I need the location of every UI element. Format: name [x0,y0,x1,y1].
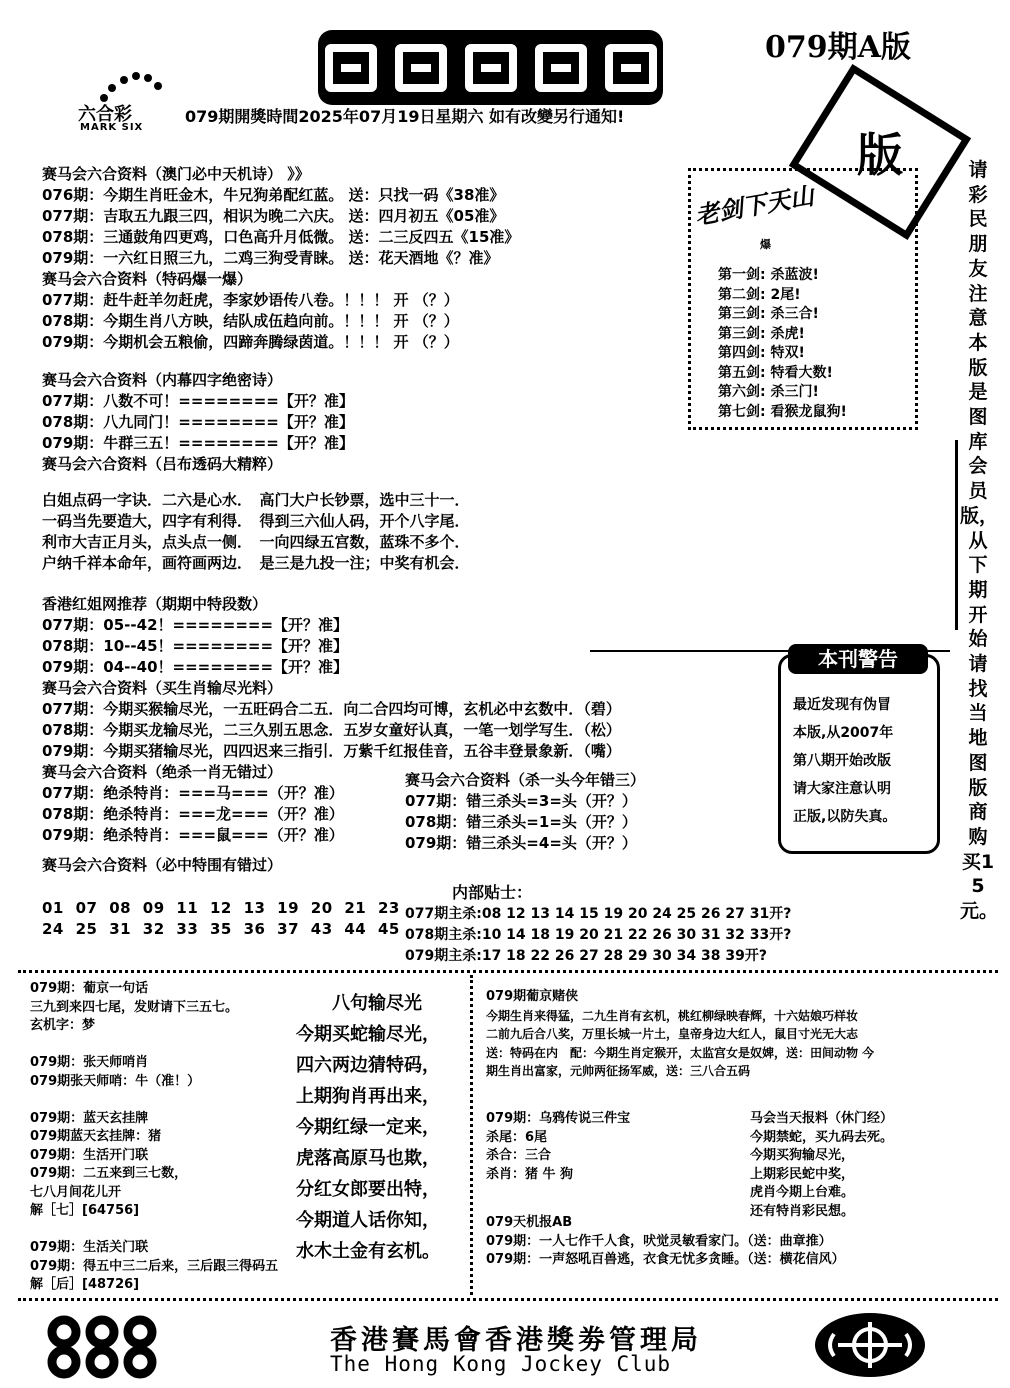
text-line: 079期：04--40！========【开？准】 [42,658,349,676]
poem-line: 八句输尽光 [332,993,422,1014]
section-inner-poem [42,370,354,475]
verse-line: 利市大吉正月头，点头点一侧． 一向四绿五宫数，蓝珠不多个． [42,533,470,551]
bottom-right-mid-left [486,1110,630,1184]
text-line: 079期：张天师哨肖 [30,1055,149,1070]
text-line: 079期葡京赌侠 [486,989,579,1004]
side-divider [955,440,958,630]
warning-line: 最近发现有伪冒 [793,697,891,713]
sword-item: 第四剑: 特双! [718,345,805,361]
tip-row: 078期主杀:10 14 18 19 20 21 22 26 30 31 32 33开? [405,927,792,943]
poem-line: 今期道人话你知， [296,1210,440,1231]
text-line [30,1091,278,1110]
bottom-right-top [486,988,874,1081]
text-line: 还有特肖彩民想。 [750,1203,855,1219]
inner-tips [405,904,791,967]
verse-line: 一码当先要造大，四字有利得． 得到三六仙人码，开个八字尾． [42,512,470,530]
logo-sub: MARK SIX [80,122,144,133]
footer-cn: 香港賽馬會香港獎劵管理局 [330,1325,702,1356]
text-line: 赛马会六合资料（特码爆一爆） [42,270,253,288]
jockey-club-logo-icon [42,1312,162,1382]
bottom-end-rule [18,1298,998,1301]
text-line: 078期：10--45！========【开？准】 [42,637,349,655]
sword-sub: 爆 [760,238,771,251]
text-line: 上期彩民蛇中奖， [750,1166,855,1182]
text-line: 期生肖出富家，元帅两征扬军威，送：三八合五码 [486,1064,751,1078]
must-title: 赛马会六合资料（必中特围有错过） [42,856,283,874]
mark-six-logo [78,72,178,134]
text-line: 079期蓝天玄挂牌：猪 [30,1129,162,1144]
text-line: 076期：今期生肖旺金木，牛兄狗弟配红蓝。 送：只找一码《38准》 [42,186,505,204]
masthead-banner [318,30,663,105]
warning-line: 正版,以防失真。 [793,809,897,825]
tip-row: 077期主杀:08 12 13 14 15 19 20 24 25 26 27 31开? [405,906,792,922]
side-notice: 请彩民朋友注意本版是图库会员版，从下期开始请找当地图版商购买15元。 [960,159,999,923]
section-kill-head [405,770,645,854]
text-line: 今期禁蛇，买九码去死。 [750,1129,894,1145]
poem-line: 分红女郎要出特， [296,1179,440,1200]
poem-line: 四六两边猜特码， [296,1055,440,1076]
text-line: 079期：生活开门联 [30,1147,149,1163]
bottom-right-mid-right [750,1110,893,1221]
sword-item: 第五剑: 特看大数! [718,364,833,381]
text-line: 079期：今期买猪输尽光，四四迟来三指引．万紫千红报佳音，五谷丰登景象新．（嘴） [42,742,621,760]
text-line: 079期：生活关门联 [30,1240,149,1255]
bottom-right-end [486,1214,845,1270]
text-line: 077期：八数不可！========【开？准】 [42,392,354,410]
text-line: 078期：今期买龙输尽光，二三久别五思念．五岁女童好认真，一笔一划学写生．（松） [42,721,621,739]
text-line: 079期：今期机会五粮偷，四蹄奔腾绿茵道。！！！ 开 （？） [42,333,459,351]
sword-item: 第七剑: 看猴龙鼠狗! [718,403,847,420]
sword-item: 第三剑: 杀虎! [718,325,805,342]
warning-box [778,654,940,854]
text-line: 079期：乌鸦传说三件宝 [486,1111,631,1126]
text-line: 杀合：三合 [486,1148,552,1163]
text-line: 赛马会六合资料（买生肖输尽光料） [42,679,283,697]
stamp-text: 版 [857,128,903,182]
poem-line: 虎落高原马也欺， [296,1148,440,1169]
text-line: 078期：错三杀头=1=头（开？） [405,813,637,831]
text-line: 七八月间花儿开 [30,1184,122,1200]
text-line: 078期：今期生肖八方映，结队成伍趋向前。！！！ 开 （？） [42,312,459,330]
verse-line: 白姐点码一字诀．二六是心水． 高门大户长钞票，选中三十一． [42,491,470,509]
text-line: 今期买狗输尽光， [750,1148,855,1163]
warning-line: 本版,从2007年 [793,725,894,741]
text-line: 送：特码在内 配：今期生肖定猴开，太监宫女是奴婢，送：田间动物 今 [486,1045,875,1060]
text-line: 二前九后合八奖，万里长城一片土，皇帝身边大红人，鼠目寸光无大志 [486,1027,859,1041]
verse-line: 户纳千祥本命年，画符画两边． 是三是九投一注；中奖有机会． [42,554,470,572]
text-line: 079期：二五来到三七数， [30,1166,188,1181]
text-line: 今期生肖来得猛，二九生肖有玄机，桃红柳绿映春辉，十六姑娘巧样妆 [486,1008,859,1023]
text-line: 赛马会六合资料（绝杀一肖无错过） [42,763,283,781]
text-line: 077期：05--42！========【开？准】 [42,616,349,634]
warning-line: 请大家注意认明 [793,781,891,797]
text-line: 赛马会六合资料（杀一头今年错三） [405,771,646,789]
bottom-divider [470,975,473,1295]
text-line: 078期：绝杀特肖：===龙===（开？准） [42,805,344,823]
text-line: 079期：一六红日照三九，二鸡三狗受青睐。 送：花天酒地《？准》 [42,249,499,267]
text-line: 079期：错三杀头=4=头（开？） [405,834,637,852]
text-line: 077期：吉取五九跟三四，相识为晚二六庆。 送：四月初五《05准》 [42,207,505,225]
text-line: 虎肖今期上台难。 [750,1185,855,1200]
text-line: 玄机字：梦 [30,1018,96,1033]
number-row: 24 25 31 32 33 35 36 37 43 44 45 [42,920,400,938]
draw-notice: 079期開獎時間2025年07月19日星期六 如有改變另行通知! [185,107,625,126]
text-line: 079期：绝杀特肖：===鼠===（开？准） [42,826,344,844]
text-line: 078期：三通鼓角四更鸡，口色高升月低微。 送：二三反四五《15准》 [42,228,520,246]
text-line: 赛马会六合资料（吕布透码大精粹） [42,455,283,473]
tip-row: 079期主杀:17 18 22 26 27 28 29 30 34 38 39开? [405,948,767,964]
sword-list [718,266,847,422]
text-line: 解［后］[48726] [30,1277,140,1292]
text-line: 077期：赶牛赶羊勿赶虎，李家妙语传八卷。！！！ 开 （？） [42,291,459,309]
text-line: 078期：八九同门！========【开？准】 [42,413,354,431]
poem-line: 今期买蛇输尽光， [296,1024,440,1045]
text-line: 077期：错三杀头=3=头（开？） [405,792,637,810]
sword-item: 第三剑: 杀三合! [718,306,819,322]
text-line: 马会当天报料（休门经） [750,1111,894,1126]
sword-title: 老剑下天山 [692,181,816,231]
text-line: 079期：一声怒吼百兽逃，衣食无忧多贪睡。（送：横花信风） [486,1252,845,1267]
logo-text: 六合彩 [78,104,132,125]
text-line: 赛马会六合资料（澳门必中天机诗） 》》 [42,165,310,183]
text-line: 三九到来四七尾，发财请下三五七。 [30,999,239,1015]
text-line: 079期：一人七作千人食，吠觉灵敏看家门。（送：曲章推） [486,1233,832,1249]
text-line: 079期：得五中三二后来，三后跟三得码五 [30,1258,279,1274]
text-line [30,1221,278,1240]
crest-logo-icon [810,1310,930,1380]
text-line: 079期张天师哨：牛（准！） [30,1073,201,1089]
text-line: 079天机报AB [486,1215,573,1230]
text-line: 079期：牛群三五！========【开？准】 [42,434,354,452]
number-row: 01 07 08 09 11 12 13 19 20 21 23 [42,899,400,917]
section-tianji [42,164,519,353]
warning-title: 本刊警告 [788,644,928,674]
issue-tag: 079期A版 [765,30,911,65]
text-line: 赛马会六合资料（内幕四字绝密诗） [42,371,283,389]
text-line: 077期：绝杀特肖：===马===（开？准） [42,784,344,802]
sword-item: 第二剑: 2尾! [718,286,801,303]
text-line: 杀肖：猪 牛 狗 [486,1166,574,1182]
text-line [30,1036,278,1055]
warning-line: 第八期开始改版 [793,753,891,769]
poem-block [296,988,440,1267]
footer-en: The Hong Kong Jockey Club [330,1352,672,1376]
inner-tips-title: 内部贴士： [452,883,533,902]
poem-line: 上期狗肖再出来， [296,1086,440,1107]
text-line: 解［七］[64756] [30,1203,140,1218]
sword-item: 第一剑: 杀蓝波! [718,267,819,283]
poem-line: 今期红绿一定来， [296,1117,440,1138]
sword-item: 第六剑: 杀三门! [718,384,819,400]
text-line: 079期：葡京一句话 [30,981,149,996]
text-line: 香港红姐网推荐（期期中特段数） [42,595,268,613]
poem-line: 水木土金有玄机。 [296,1241,440,1262]
must-numbers [42,898,400,940]
text-line: 杀尾：6尾 [486,1129,548,1145]
text-line: 079期：蓝天玄挂牌 [30,1110,149,1126]
text-line: 077期：今期买猴输尽光，一五旺码合二五．向二合四均可博，玄机必中玄数中．（碧） [42,700,621,718]
bottom-top-rule [18,970,998,973]
bottom-left-block [30,980,278,1295]
section-verse [42,490,470,574]
